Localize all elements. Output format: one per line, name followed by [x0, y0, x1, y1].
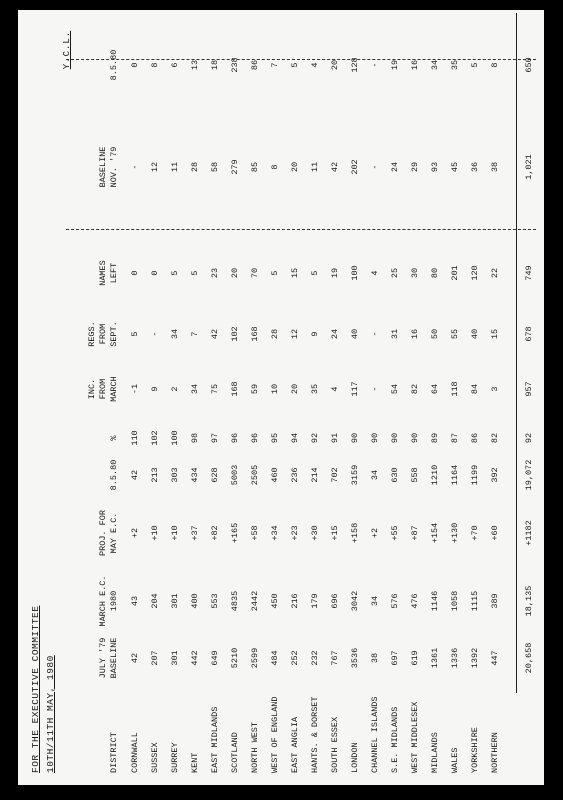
cell-d85: 214: [310, 467, 320, 483]
column-header-line: FROM: [98, 323, 108, 345]
column-header-line: PROJ. FOR: [98, 510, 108, 556]
cell-regs: 9: [310, 331, 320, 337]
cell-march: 389: [490, 593, 500, 609]
cell-regs: 102: [230, 326, 240, 342]
cell-regs: 42: [210, 328, 220, 340]
cell-inc: 75: [210, 383, 220, 395]
cell-left: 80: [430, 267, 440, 279]
cell-proj: +82: [210, 525, 220, 541]
cell-ycl-base: 11: [310, 161, 320, 173]
cell-d85: 460: [270, 467, 280, 483]
cell-ycl-85: 0: [130, 62, 140, 68]
cell-baseline: 232: [310, 650, 320, 666]
cell-baseline: 619: [410, 650, 420, 666]
cell-ycl-base: 8: [270, 164, 280, 170]
cell-ycl-85: 6: [170, 62, 180, 68]
cell-inc: 10: [270, 383, 280, 395]
cell-regs: -: [150, 331, 160, 337]
cell-district: SCOTLAND: [230, 732, 240, 773]
cell-district: NORTH WEST: [250, 721, 260, 773]
cell-district: CORNWALL: [130, 732, 140, 773]
cell-proj: +37: [190, 525, 200, 541]
cell-march: 34: [370, 595, 380, 607]
cell-pct: 100: [170, 430, 180, 446]
column-header-line: NOV. '79: [109, 146, 119, 188]
cell-ycl-base: 38: [490, 161, 500, 173]
cell-left: 23: [210, 267, 220, 279]
cell-left: 0: [150, 270, 160, 276]
cell-d85: 42: [130, 469, 140, 481]
cell-baseline: 447: [490, 650, 500, 666]
cell-pct: 90: [350, 432, 360, 444]
cell-ycl-base: 45: [450, 161, 460, 173]
column-header-line: REGS.: [87, 321, 97, 347]
column-header-line: MARCH: [109, 376, 119, 402]
cell-left: 22: [490, 267, 500, 279]
cell-baseline: 38: [370, 652, 380, 664]
table-row: [428, 10, 443, 785]
cell-ycl-85: 7: [270, 62, 280, 68]
cell-baseline: 697: [390, 650, 400, 666]
cell-regs: 31: [390, 328, 400, 340]
cell-inc: 59: [250, 383, 260, 395]
cell-march: 1058: [450, 590, 460, 612]
cell-d85: 1164: [450, 464, 460, 486]
cell-inc: 20: [290, 383, 300, 395]
cell-regs: 7: [190, 331, 200, 337]
cell-proj: +55: [390, 525, 400, 541]
cell-inc: 2: [170, 386, 180, 392]
column-header-line: 8.5.80: [109, 459, 119, 491]
cell-district: MIDLANDS: [430, 732, 440, 773]
table-row: [328, 10, 343, 785]
cell-d85: 5003: [230, 464, 240, 486]
cell-d85: 236: [290, 467, 300, 483]
totals-row: [522, 10, 537, 785]
totals-rule: [516, 13, 517, 693]
cell-ycl-85: 8: [150, 62, 160, 68]
cell-ycl-85: 8: [490, 62, 500, 68]
cell-district: SURREY: [170, 742, 180, 773]
table-row: [148, 10, 163, 785]
table-row: [268, 10, 283, 785]
cell-march: 476: [410, 593, 420, 609]
cell-left: 5: [270, 270, 280, 276]
table-row: [408, 10, 423, 785]
cell-baseline: 2599: [250, 647, 260, 669]
cell-pct: 98: [190, 432, 200, 444]
cell-ycl-base: 20: [290, 161, 300, 173]
cell-ycl-base: 85: [250, 161, 260, 173]
cell-district: SOUTH ESSEX: [330, 716, 340, 773]
cell-regs: 40: [350, 328, 360, 340]
cell-ycl-85: 20: [330, 59, 340, 71]
table-row: [188, 10, 203, 785]
column-header-baseline: [74, 630, 120, 686]
table-row: [308, 10, 323, 785]
cell-ycl-base: 36: [470, 161, 480, 173]
cell-ycl-85: 86: [250, 59, 260, 71]
cell-ycl-85: 19: [390, 59, 400, 71]
cell-left: 19: [330, 267, 340, 279]
cell-pct: 90: [410, 432, 420, 444]
cell-march: 1146: [430, 590, 440, 612]
cell-pct: 89: [430, 432, 440, 444]
cell-march: 3042: [350, 590, 360, 612]
column-header-line: BASELINE: [98, 146, 108, 188]
cell-inc: 4: [330, 386, 340, 392]
cell-d85: 1199: [470, 464, 480, 486]
cell-district: S.E. MIDLANDS: [390, 706, 400, 773]
table-row: [208, 10, 223, 785]
column-header-line: SEPT.: [109, 321, 119, 347]
cell-march: 696: [330, 593, 340, 609]
cell-proj: +87: [410, 525, 420, 541]
table-row: [128, 10, 143, 785]
cell-proj: +2: [370, 527, 380, 539]
cell-left: 0: [130, 270, 140, 276]
cell-left: 5: [190, 270, 200, 276]
cell-baseline: 3536: [350, 647, 360, 669]
total-baseline: 20,658: [524, 642, 534, 674]
total-d85: 19,072: [524, 459, 534, 491]
cell-ycl-base: 24: [390, 161, 400, 173]
cell-pct: 94: [290, 432, 300, 444]
header-title: FOR THE EXECUTIVE COMMITTEE: [30, 605, 41, 773]
cell-pct: 92: [310, 432, 320, 444]
cell-pct: 91: [330, 432, 340, 444]
total-regs: 678: [524, 326, 534, 342]
column-header-ycl-85: [74, 37, 120, 93]
cell-proj: +58: [250, 525, 260, 541]
column-header-proj: [74, 505, 120, 561]
cell-left: 15: [290, 267, 300, 279]
cell-proj: +60: [490, 525, 500, 541]
cell-march: 179: [310, 593, 320, 609]
cell-d85: 628: [210, 467, 220, 483]
total-ycl-base: 1,021: [524, 154, 534, 180]
cell-baseline: 207: [150, 650, 160, 666]
cell-d85: 303: [170, 467, 180, 483]
cell-inc: 9: [150, 386, 160, 392]
cell-march: 450: [270, 593, 280, 609]
cell-district: NORTHERN: [490, 732, 500, 773]
ycl-section-label: Y.C.L.: [62, 30, 72, 70]
cell-district: WEST OF ENGLAND: [270, 696, 280, 773]
cell-proj: +34: [270, 525, 280, 541]
column-header-regs: [74, 306, 120, 362]
cell-inc: 168: [230, 381, 240, 397]
cell-pct: 110: [130, 430, 140, 446]
cell-d85: 34: [370, 469, 380, 481]
cell-d85: 702: [330, 467, 340, 483]
cell-ycl-85: 4: [310, 62, 320, 68]
cell-inc: 117: [350, 381, 360, 397]
cell-ycl-85: 16: [410, 59, 420, 71]
cell-left: 100: [350, 265, 360, 281]
cell-district: CHANNEL ISLANDS: [370, 696, 380, 773]
cell-proj: +30: [310, 525, 320, 541]
total-ycl-85: 650: [524, 57, 534, 73]
cell-d85: 3159: [350, 464, 360, 486]
table-row: [388, 10, 403, 785]
cell-march: 553: [210, 593, 220, 609]
cell-ycl-85: 35: [450, 59, 460, 71]
cell-left: 4: [370, 270, 380, 276]
cell-inc: 35: [310, 383, 320, 395]
cell-proj: +10: [150, 525, 160, 541]
column-header-line: %: [109, 435, 119, 441]
cell-pct: 82: [490, 432, 500, 444]
cell-d85: 630: [390, 467, 400, 483]
cell-regs: 34: [170, 328, 180, 340]
cell-ycl-85: 238: [230, 57, 240, 73]
cell-inc: -1: [130, 383, 140, 395]
column-header-inc: [74, 361, 120, 417]
cell-ycl-85: 13: [190, 59, 200, 71]
cell-proj: +10: [170, 525, 180, 541]
cell-district: EAST MIDLANDS: [210, 706, 220, 773]
cell-ycl-85: 34: [430, 59, 440, 71]
document-page: [18, 10, 544, 785]
cell-proj: +158: [350, 522, 360, 544]
cell-ycl-base: 93: [430, 161, 440, 173]
cell-left: 5: [310, 270, 320, 276]
total-proj: +1182: [524, 520, 534, 546]
cell-regs: 15: [490, 328, 500, 340]
column-header-pct: [74, 410, 120, 466]
cell-left: 25: [390, 267, 400, 279]
cell-pct: 90: [390, 432, 400, 444]
cell-proj: +165: [230, 522, 240, 544]
cell-baseline: 1336: [450, 647, 460, 669]
table-row: [468, 10, 483, 785]
cell-baseline: 1361: [430, 647, 440, 669]
cell-baseline: 767: [330, 650, 340, 666]
column-header-line: NAMES: [98, 260, 108, 286]
table-row: [228, 10, 243, 785]
cell-proj: +2: [130, 527, 140, 539]
cell-regs: 55: [450, 328, 460, 340]
cell-regs: 5: [130, 331, 140, 337]
cell-proj: +15: [330, 525, 340, 541]
cell-march: 204: [150, 593, 160, 609]
cell-left: 20: [230, 267, 240, 279]
column-header-line: MARCH E.C.: [98, 575, 108, 627]
cell-district: EAST ANGLIA: [290, 716, 300, 773]
cell-left: 5: [170, 270, 180, 276]
cell-district: WALES: [450, 747, 460, 773]
column-header-line: BASELINE: [109, 637, 119, 679]
cell-d85: 558: [410, 467, 420, 483]
cell-pct: 95: [270, 432, 280, 444]
table-row: [348, 10, 363, 785]
column-header-line: DISTRICT: [109, 732, 119, 773]
cell-pct: 96: [230, 432, 240, 444]
cell-regs: 168: [250, 326, 260, 342]
cell-baseline: 252: [290, 650, 300, 666]
cell-left: 30: [410, 267, 420, 279]
column-header-march: [74, 573, 120, 629]
cell-baseline: 301: [170, 650, 180, 666]
cell-ycl-base: 12: [150, 161, 160, 173]
cell-proj: +154: [430, 522, 440, 544]
cell-ycl-base: 11: [170, 161, 180, 173]
cell-pct: 97: [210, 432, 220, 444]
column-header-line: INC.: [87, 378, 97, 400]
cell-pct: 86: [470, 432, 480, 444]
cell-proj: +23: [290, 525, 300, 541]
cell-inc: 82: [410, 383, 420, 395]
cell-left: 70: [250, 267, 260, 279]
cell-left: 120: [470, 265, 480, 281]
column-header-district: [74, 683, 120, 773]
cell-regs: 50: [430, 328, 440, 340]
cell-baseline: 442: [190, 650, 200, 666]
cell-ycl-base: 42: [330, 161, 340, 173]
cell-proj: +130: [450, 522, 460, 544]
cell-baseline: 484: [270, 650, 280, 666]
table-row: [368, 10, 383, 785]
cell-d85: 1210: [430, 464, 440, 486]
cell-march: 576: [390, 593, 400, 609]
cell-regs: 12: [290, 328, 300, 340]
cell-march: 43: [130, 595, 140, 607]
cell-baseline: 42: [130, 652, 140, 664]
cell-district: YORKSHIRE: [470, 727, 480, 773]
cell-ycl-base: -: [130, 164, 140, 170]
cell-pct: 96: [250, 432, 260, 444]
rotated-table-sheet: [18, 10, 544, 785]
cell-march: 301: [170, 593, 180, 609]
cell-inc: 84: [470, 383, 480, 395]
cell-d85: 392: [490, 467, 500, 483]
cell-inc: 118: [450, 381, 460, 397]
total-inc: 957: [524, 381, 534, 397]
dashed-divider: [66, 59, 536, 60]
cell-ycl-85: 5: [290, 62, 300, 68]
cell-march: 4835: [230, 590, 240, 612]
column-header-line: JULY '79: [98, 637, 108, 679]
cell-district: SUSSEX: [150, 742, 160, 773]
cell-proj: +70: [470, 525, 480, 541]
table-row: [488, 10, 503, 785]
total-march: 18,135: [524, 585, 534, 617]
cell-regs: -: [370, 331, 380, 337]
cell-district: WEST MIDDLESEX: [410, 701, 420, 773]
cell-d85: 2505: [250, 464, 260, 486]
cell-ycl-base: -: [370, 164, 380, 170]
cell-march: 1115: [470, 590, 480, 612]
cell-d85: 434: [190, 467, 200, 483]
column-header-line: LEFT: [109, 262, 119, 284]
cell-baseline: 5210: [230, 647, 240, 669]
dashed-divider: [66, 229, 536, 230]
cell-inc: 54: [390, 383, 400, 395]
table-row: [288, 10, 303, 785]
cell-ycl-85: -: [370, 62, 380, 68]
cell-pct: 87: [450, 432, 460, 444]
table-row: [248, 10, 263, 785]
cell-ycl-base: 202: [350, 159, 360, 175]
cell-inc: 34: [190, 383, 200, 395]
cell-march: 216: [290, 593, 300, 609]
column-header-line: FROM: [98, 378, 108, 400]
cell-ycl-base: 58: [210, 161, 220, 173]
cell-baseline: 649: [210, 650, 220, 666]
column-header-line: 8.5.80: [109, 49, 119, 81]
cell-regs: 28: [270, 328, 280, 340]
cell-ycl-85: 5: [470, 62, 480, 68]
cell-regs: 40: [470, 328, 480, 340]
column-header-left: [74, 245, 120, 301]
cell-march: 2442: [250, 590, 260, 612]
cell-left: 201: [450, 265, 460, 281]
cell-district: HANTS. & DORSET: [310, 696, 320, 773]
table-row: [448, 10, 463, 785]
table-row: [168, 10, 183, 785]
cell-inc: 64: [430, 383, 440, 395]
cell-ycl-base: 279: [230, 159, 240, 175]
column-header-line: 1980: [109, 590, 119, 612]
header-date: 10TH/11TH MAY, 1980: [45, 655, 56, 773]
cell-ycl-85: 18: [210, 59, 220, 71]
cell-regs: 24: [330, 328, 340, 340]
column-header-line: MAY E.C.: [109, 512, 119, 554]
cell-ycl-base: 28: [190, 161, 200, 173]
cell-inc: 3: [490, 386, 500, 392]
total-pct: 92: [524, 432, 534, 444]
cell-ycl-base: 29: [410, 161, 420, 173]
column-header-ycl-base: [74, 139, 120, 195]
cell-inc: -: [370, 386, 380, 392]
cell-baseline: 1392: [470, 647, 480, 669]
cell-regs: 16: [410, 328, 420, 340]
cell-march: 400: [190, 593, 200, 609]
cell-d85: 213: [150, 467, 160, 483]
cell-ycl-85: 128: [350, 57, 360, 73]
cell-district: KENT: [190, 752, 200, 773]
cell-pct: 90: [370, 432, 380, 444]
cell-district: LONDON: [350, 742, 360, 773]
total-left: 749: [524, 265, 534, 281]
cell-pct: 102: [150, 430, 160, 446]
